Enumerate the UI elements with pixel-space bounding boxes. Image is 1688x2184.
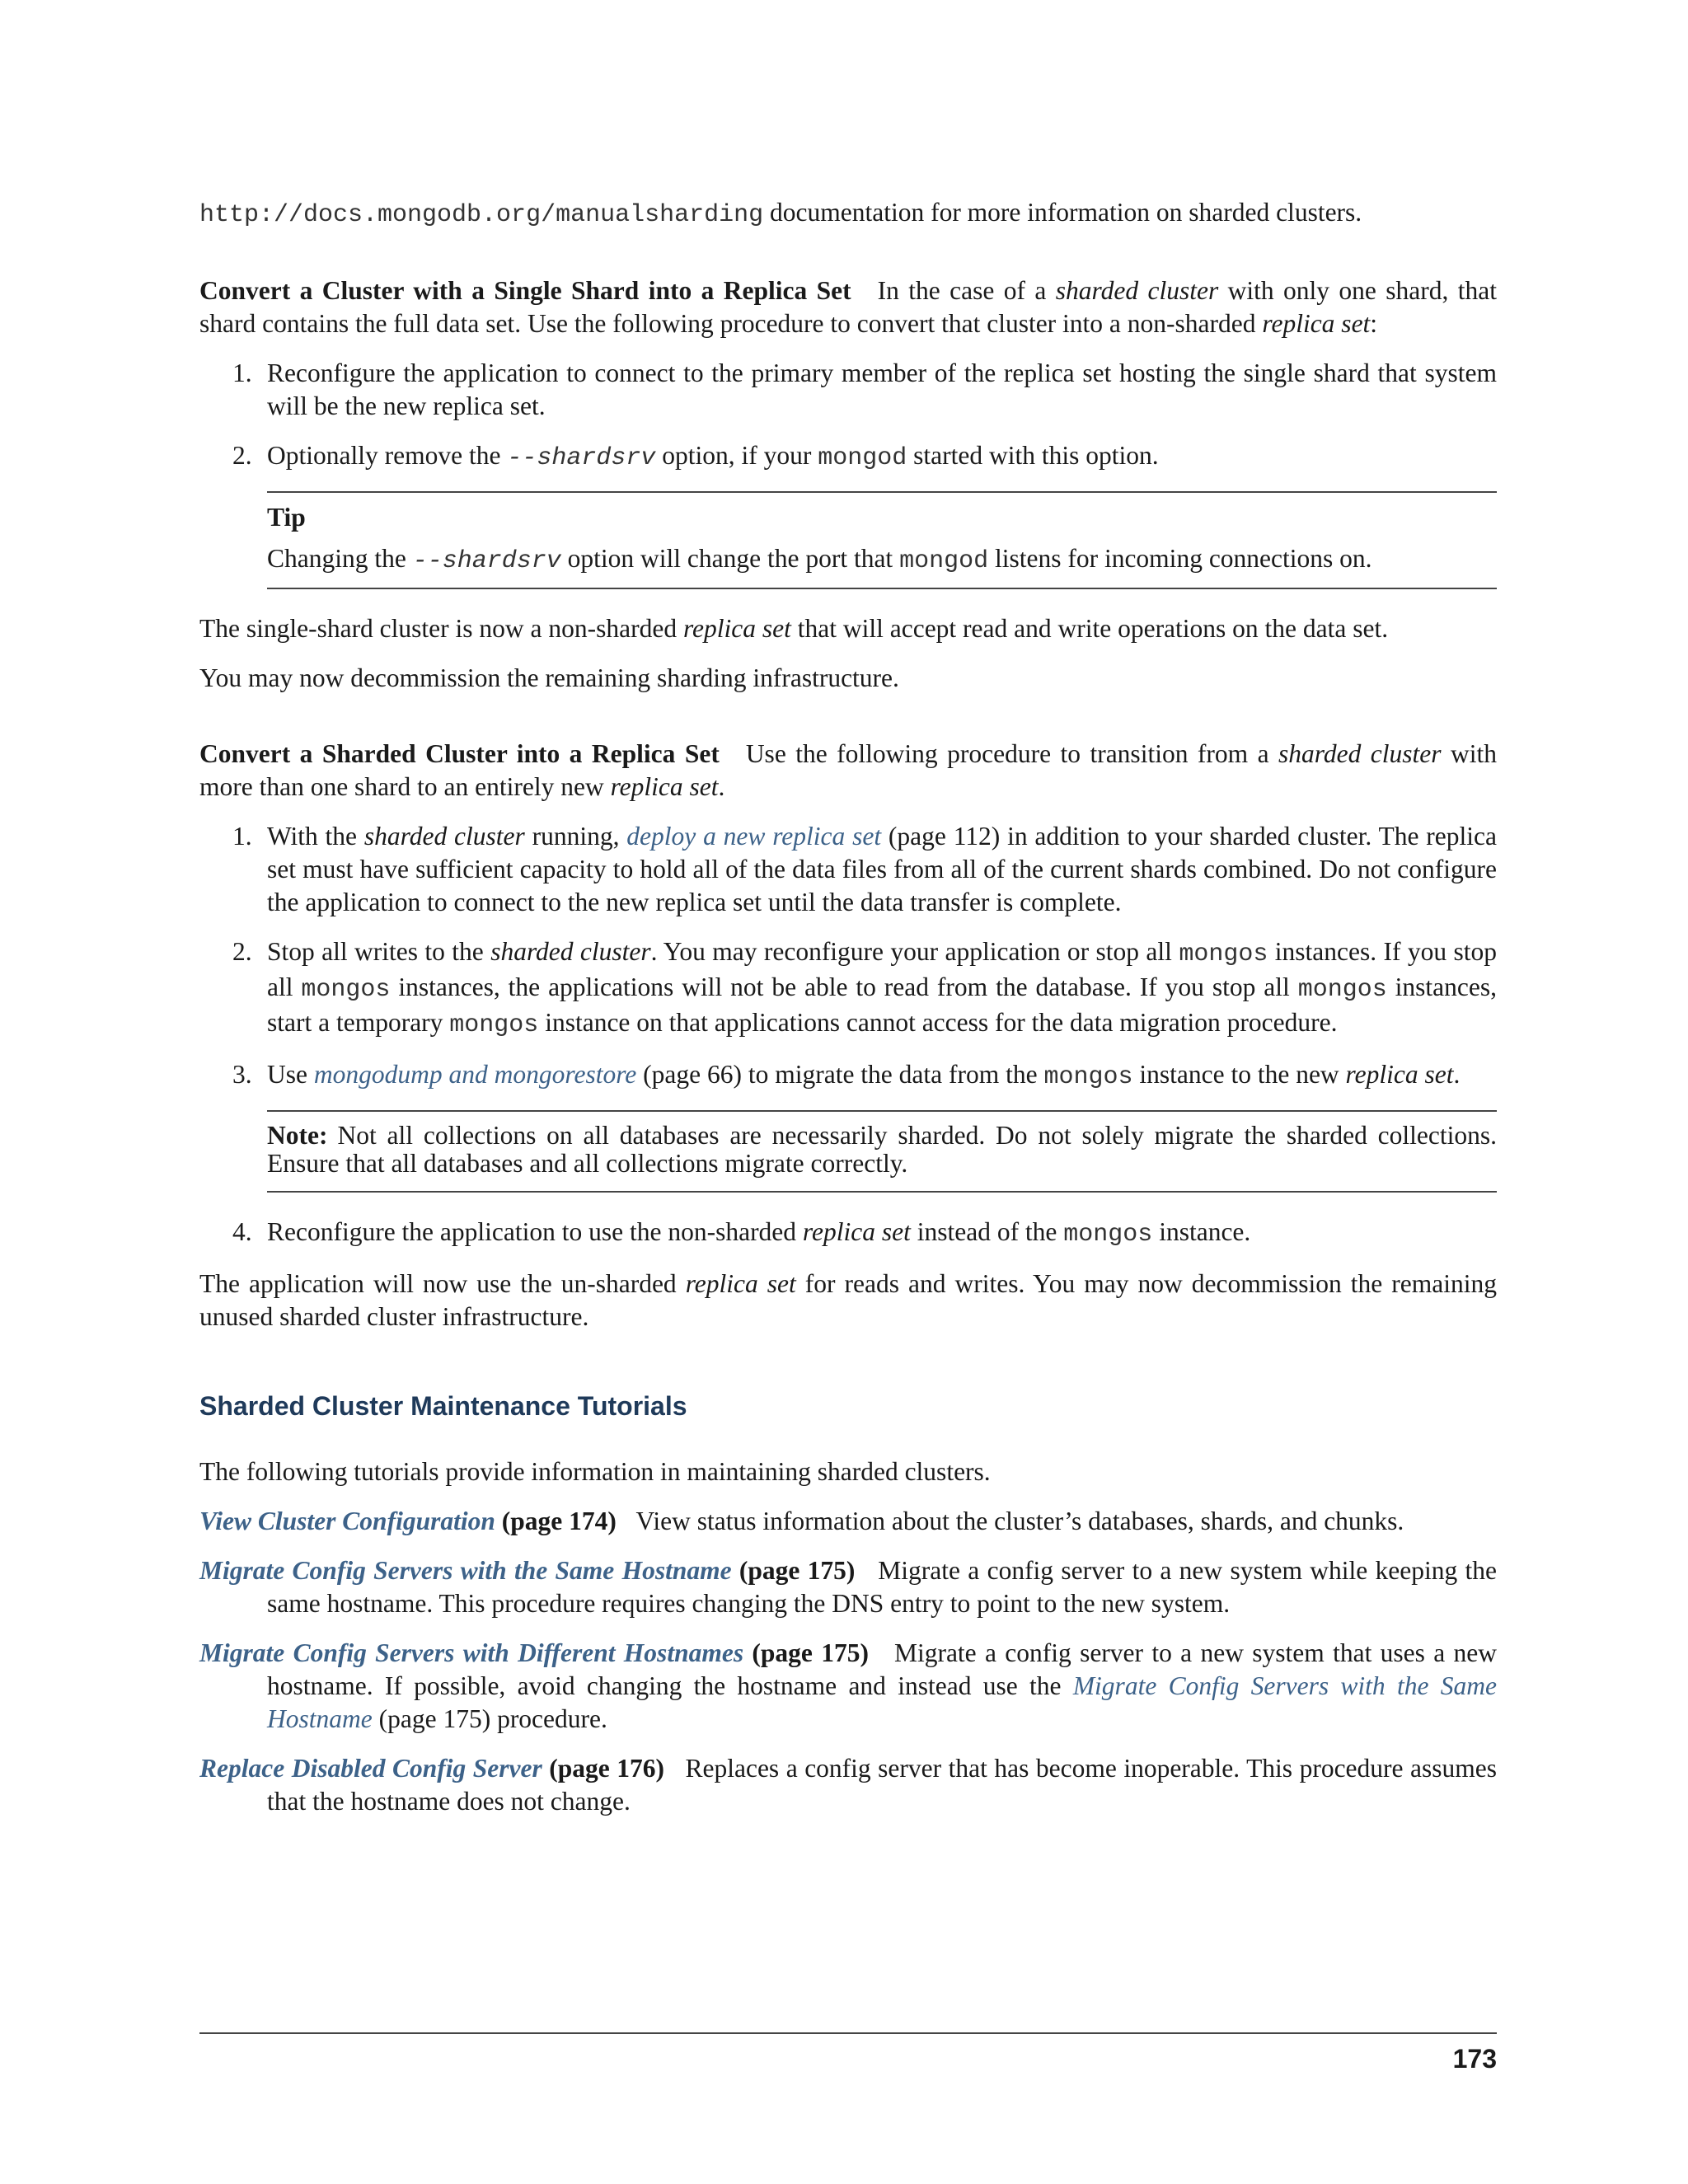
list-item: 4. Reconfigure the application to use the non-sharded replica set instead of the mongos instance. <box>232 1217 1251 1249</box>
mongodump-mongorestore-link[interactable]: mongodump and mongorestore <box>313 1060 637 1089</box>
migrate-different-hostnames-link[interactable]: Migrate Config Servers with Different Hostnames <box>199 1638 744 1667</box>
tip-title: Tip <box>267 503 306 532</box>
page-number: 173 <box>1452 2044 1497 2074</box>
view-cluster-config-link[interactable]: View Cluster Configuration <box>199 1507 495 1535</box>
intro-paragraph: http://docs.mongodb.org/manualsharding documentation for more information on sharded clusters. <box>199 198 1362 229</box>
replace-disabled-config-link[interactable]: Replace Disabled Config Server <box>199 1754 542 1783</box>
deploy-replica-set-link[interactable]: deploy a new replica set <box>626 822 882 851</box>
mongod-command: mongod <box>818 444 907 472</box>
list-item: 1. Reconfigure the application to connect to the primary member of the replica set hosting the single shard that system will be the new replica set. <box>232 359 1497 420</box>
shardsrv-option: --shardsrv <box>507 444 656 472</box>
note-label: Note: <box>267 1121 328 1150</box>
list-item: 2. Optionally remove the --shardsrv option, if your mongod started with this option. <box>232 441 1159 472</box>
migrate-same-hostname-inline-link[interactable]: Migrate Config Servers with the Same Hostname <box>267 1671 1497 1733</box>
note-box <box>267 1110 1497 1193</box>
maintenance-heading: Sharded Cluster Maintenance Tutorials <box>199 1391 687 1421</box>
section2-paragraph: Convert a Sharded Cluster into a Replica Set Use the following procedure to transition from a sharded cluster with more than one shard to an entirely new replica set. <box>199 739 1497 801</box>
section2-heading: Convert a Sharded Cluster into a Replica Set <box>199 739 720 768</box>
footer-divider <box>199 2032 1497 2034</box>
tutorial-list <box>199 1505 1497 1818</box>
tutorial-item: Migrate Config Servers with the Same Hostname (page 175) Migrate a config server to a new system while keeping the same hostname. This procedure requires changing the DNS entry to point to the new system. <box>199 1556 1498 1618</box>
section2-after: The application will now use the un-sharded replica set for reads and writes. You may now decommission the remaining unused sharded cluster infrastructure. <box>199 1269 1497 1331</box>
list-item: 1. With the sharded cluster running, deploy a new replica set (page 112) in addition to your sharded cluster. The replica set must have sufficient capacity to hold all of the data files from all of the current shards combined. Do not configure the application to connect to the new replica set until the data transfer is complete. <box>232 822 1497 916</box>
docs-url[interactable]: http://docs.mongodb.org/manualsharding <box>199 201 764 229</box>
migrate-same-hostname-link[interactable]: Migrate Config Servers with the Same Hostname <box>199 1556 732 1585</box>
section1-heading: Convert a Cluster with a Single Shard into a Replica Set <box>199 276 851 305</box>
page-content <box>199 196 1497 1835</box>
list-item: 3. Use mongodump and mongorestore (page 66) to migrate the data from the mongos instance to the new replica set. <box>232 1060 1461 1091</box>
tip-box <box>267 491 1497 589</box>
section1-after-1: The single-shard cluster is now a non-sharded replica set that will accept read and write operations on the data set. <box>199 614 1389 643</box>
note-text: Not all collections on all databases are necessarily sharded. Do not solely migrate the sharded collections. Ensure that all databases and all collections migrate correctly. <box>267 1121 1497 1178</box>
section1-after-2: You may now decommission the remaining sharding infrastructure. <box>199 663 899 692</box>
maintenance-intro: The following tutorials provide information in maintaining sharded clusters. <box>199 1457 991 1486</box>
tutorial-item: View Cluster Configuration (page 174) View status information about the cluster’s databases, shards, and chunks. <box>199 1507 1404 1535</box>
tutorial-item: Replace Disabled Config Server (page 176) Replaces a config server that has become inoperable. This procedure assumes that the hostname does not change. <box>199 1754 1497 1816</box>
section2-steps <box>199 820 1497 1094</box>
section2-steps-cont <box>199 1216 1497 1251</box>
list-item: 2. Stop all writes to the sharded cluster. You may reconfigure your application or stop all mongos instances. If you stop all mongos instances, the applications will not be able to read from the database. If you stop all mongos instances, start a temporary mongos instance on that applications cannot access for the data migration procedure. <box>232 937 1497 1039</box>
section1-paragraph: Convert a Cluster with a Single Shard into a Replica Set In the case of a sharded cluster with only one shard, that shard contains the full data set. Use the following procedure to convert that cluster into a non-sharded replica set: <box>199 276 1498 338</box>
tutorial-item: Migrate Config Servers with Different Hostnames (page 175) Migrate a config server to a new system that uses a new hostname. If possible, avoid changing the hostname and instead use the Migrate Config Servers with the Same Hostname (page 175) procedure. <box>199 1638 1498 1733</box>
section1-steps <box>199 357 1497 475</box>
tip-text: Changing the --shardsrv option will change the port that mongod listens for incoming connections on. <box>267 544 1372 575</box>
